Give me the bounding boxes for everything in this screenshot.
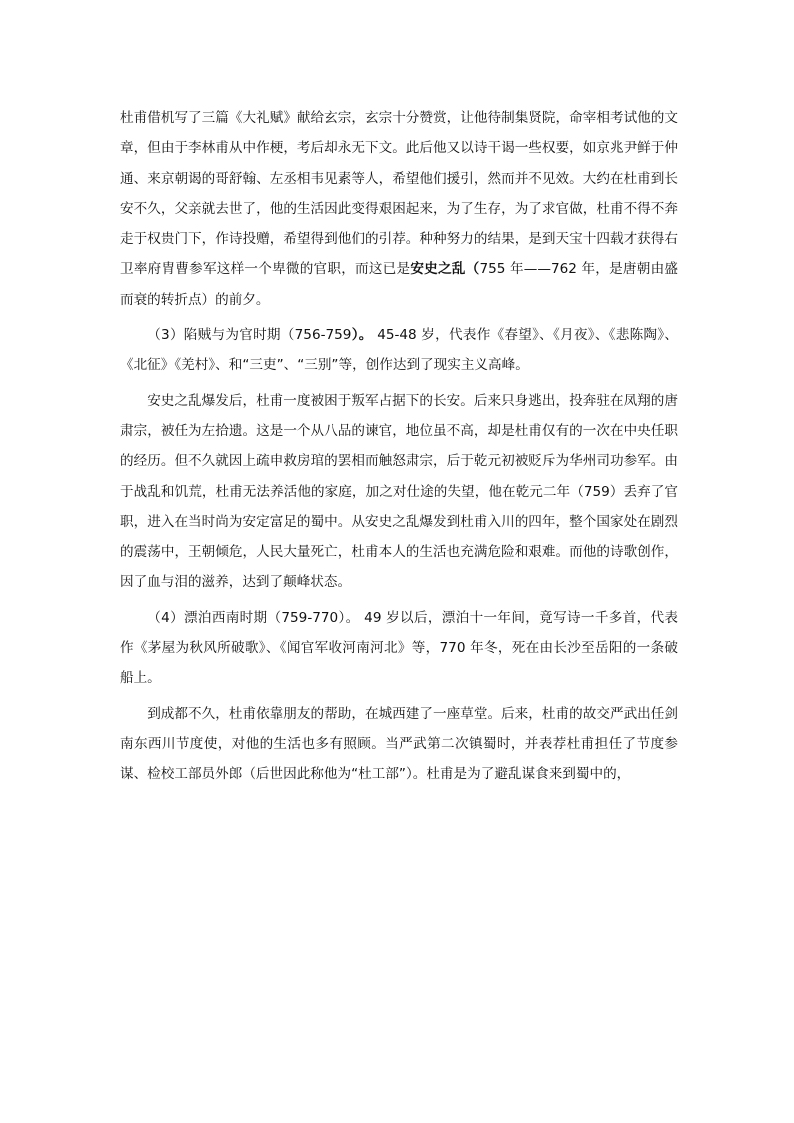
paragraph-3 — [120, 386, 678, 598]
paragraph-2-tail: 45-48 岁，代表作《春望》、《月夜》、《悲陈陶》、《北征》《羌村》、和“三吏”、“三别”等，创作达到了现实主义高峰。 — [120, 327, 678, 374]
paragraph-3-text: 安史之乱爆发后，杜甫一度被困于叛军占据下的长安。后来只身逃出，投奔驻在凤翔的唐肃宗，被任为左拾遗。这是一个从八品的谏官，地位虽不高，却是杜甫仅有的一次在中央任职的经历。但不久就因上疏申救房琯的罢相而触怒肃宗，后于乾元初被贬斥为华州司功参军。由于战乱和饥荒，杜甫无法养活他的家庭，加之对仕途的失望，他在乾元二年（759）丢弃了官职，进入在当时尚为安定富足的蜀中。从安史之乱爆发到杜甫入川的四年，整个国家处在剧烈的震荡中，王朝倾危，人民大量死亡，杜甫本人的生活也充满危险和艰难。而他的诗歌创作，因了血与泪的滋养，达到了颠峰状态。 — [120, 392, 678, 591]
paragraph-5 — [120, 699, 678, 790]
paragraph-2-bold: ）。 — [351, 327, 373, 344]
paragraph-4-text: （4）漂泊西南时期（759-770）。 49 岁以后，漂泊十一年间，竟写诗一千多首，代表作《茅屋为秋风所破歌》、《闻官军收河南河北》等，770 年冬，死在由长沙至岳阳的一条破船上。 — [120, 609, 678, 687]
paragraph-1-tail: 755 年——762 年，是唐朝由盛而衰的转折点）的前夕。 — [120, 261, 679, 308]
paragraph-2-text: （3）陷贼与为官时期（756-759 — [147, 327, 352, 344]
paragraph-2 — [120, 320, 678, 381]
document-body — [120, 103, 678, 790]
paragraph-1-text: 杜甫借机写了三篇《大礼赋》献给玄宗，玄宗十分赞赏，让他待制集贤院，命宰相考试他的文章，但由于李林甫从中作梗，考后却永无下文。此后他又以诗干谒一些权要，如京兆尹鲜于仲通、来京朝谒的哥舒翰、左丞相韦见素等人，希望他们援引，然而并不见效。大约在杜甫到长安不久，父亲就去世了，他的生活因此变得艰困起来，为了生存，为了求官做，杜甫不得不奔走于权贵门下，作诗投赠，希望得到他们的引荐。种种努力的结果，是到天宝十四载才获得右卫率府胄曹参军这样一个卑微的官职，而这已是 — [120, 110, 678, 278]
paragraph-1 — [120, 103, 678, 315]
paragraph-5-text: 到成都不久，杜甫依靠朋友的帮助，在城西建了一座草堂。后来，杜甫的故交严武出任剑南东西川节度使，对他的生活也多有照顾。当严武第二次镇蜀时，并表荐杜甫担任了节度参谋、检校工部员外郎（后世因此称他为“杜工部”）。杜甫是为了避乱谋食来到蜀中的， — [120, 705, 678, 783]
paragraph-4 — [120, 603, 678, 694]
paragraph-1-bold: 安史之乱（ — [410, 261, 480, 278]
